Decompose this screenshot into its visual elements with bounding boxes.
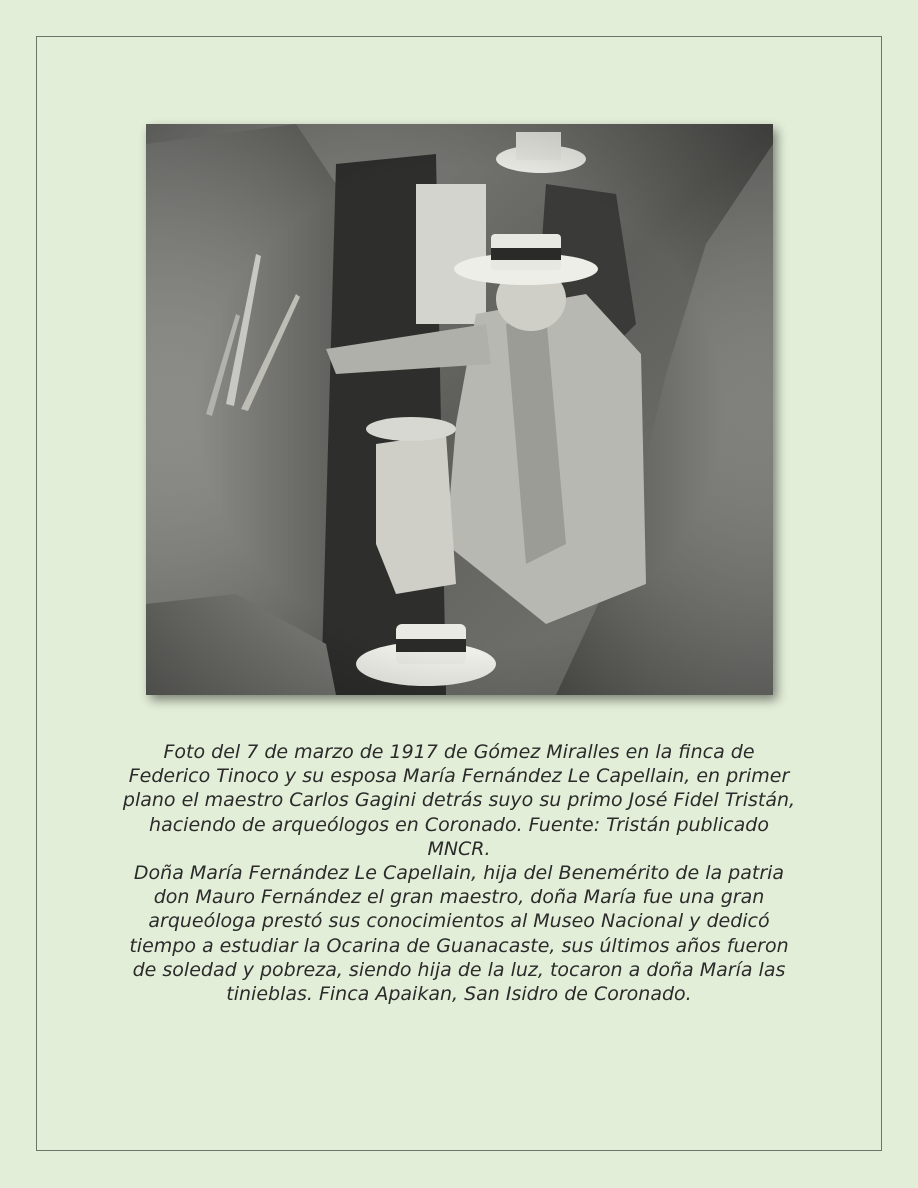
photo-image (146, 124, 773, 695)
photo-caption (120, 740, 798, 1006)
caption-paragraph-2: Doña María Fernández Le Capellain, hija del Benemérito de la patria don Mauro Fernández el gran maestro, doña María fue una gran arqueóloga prestó sus conocimientos al Museo Nacional y dedicó tiempo a estudiar la Ocarina de Guanacaste, sus últimos años fueron de soledad y pobreza, siendo hija de la luz, tocaron a doña María las tinieblas. Finca Apaikan, San Isidro de Coronado. (129, 862, 789, 1006)
excavation-photo (146, 124, 773, 695)
caption-paragraph-1: Foto del 7 de marzo de 1917 de Gómez Miralles en la finca de Federico Tinoco y su esposa María Fernández Le Capellain, en primer plano el maestro Carlos Gagini detrás suyo su primo José Fidel Tristán, haciendo de arqueólogos en Coronado. Fuente: Tristán publicado MNCR. (122, 741, 796, 860)
